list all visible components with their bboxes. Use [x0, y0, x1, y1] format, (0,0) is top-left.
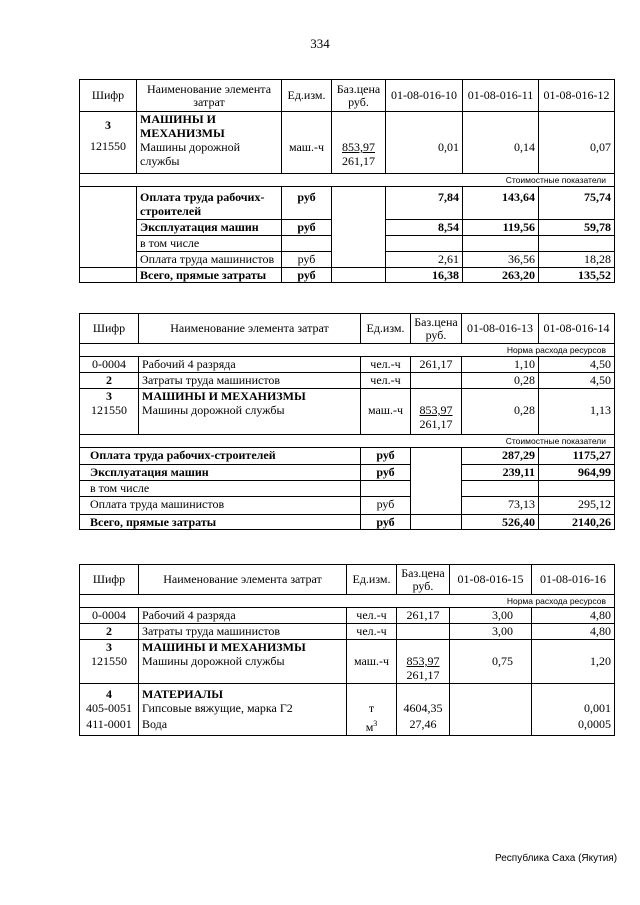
- cost-name: Эксплуатация машин: [80, 465, 361, 481]
- table-row: [80, 465, 615, 481]
- machine-cell-code: 3 121550: [80, 389, 139, 435]
- table-row: [80, 684, 615, 736]
- machine-cell-price: 853,97 261,17: [397, 640, 450, 684]
- cost-value: 7,84: [386, 187, 463, 220]
- row-name: Затраты труда машинистов: [139, 373, 361, 389]
- machine-cell-value: 0,01: [386, 112, 463, 174]
- table-row: [80, 187, 615, 220]
- cost-name: в том числе: [137, 236, 282, 252]
- table-row: [80, 640, 615, 684]
- cost-name: Всего, прямые затраты: [137, 268, 282, 283]
- col-header-code: Шифр: [80, 314, 139, 344]
- table-row: [80, 268, 615, 283]
- table-row: [80, 373, 615, 389]
- cost-name: Оплата труда рабочих-строителей: [80, 448, 361, 465]
- cost-name: Оплата труда машинистов: [137, 252, 282, 268]
- table-row: [80, 252, 615, 268]
- row-code: 0-0004: [80, 608, 139, 624]
- machine-cell-value: 1,13: [539, 389, 615, 435]
- machine-cell-value: 0,75: [450, 640, 532, 684]
- col-header-code-1: 01-08-016-13: [462, 314, 539, 344]
- col-header-base-price: Баз.цена руб.: [332, 80, 386, 112]
- row-price: [397, 624, 450, 640]
- resource-table-1: [79, 79, 615, 283]
- cost-name: Эксплуатация машин: [137, 220, 282, 236]
- cost-value: 143,64: [463, 187, 539, 220]
- row-price: 261,17: [411, 357, 462, 373]
- machine-cell-unit: маш.-ч: [347, 640, 397, 684]
- col-header-code: Шифр: [80, 80, 137, 112]
- cost-value: 287,29: [462, 448, 539, 465]
- col-header-base-price: Баз.цена руб.: [397, 565, 450, 595]
- machine-cell-unit: маш.-ч: [361, 389, 411, 435]
- row-name: Рабочий 4 разряда: [139, 608, 347, 624]
- table-row: [80, 220, 615, 236]
- cost-value: 135,52: [539, 268, 615, 283]
- cost-unit: руб: [282, 187, 332, 220]
- cost-value: 2140,26: [539, 515, 615, 530]
- cost-value: 73,13: [462, 497, 539, 515]
- table-row: [80, 624, 615, 640]
- cost-value: 36,56: [463, 252, 539, 268]
- row-value: 4,80: [532, 608, 615, 624]
- table-row: [80, 497, 615, 515]
- col-header-code-2: 01-08-016-14: [539, 314, 615, 344]
- machine-cell-price: 853,97 261,17: [411, 389, 462, 435]
- cost-unit: руб: [282, 252, 332, 268]
- table-row: [80, 481, 615, 497]
- table-row: [80, 448, 615, 465]
- cost-name: Оплата труда машинистов: [80, 497, 361, 515]
- col-header-code-2: 01-08-016-16: [532, 565, 615, 595]
- section-label-row: [80, 174, 615, 187]
- cost-name: Оплата труда рабочих- строителей: [137, 187, 282, 220]
- cost-unit: руб: [282, 220, 332, 236]
- resource-table-3: [79, 564, 615, 736]
- section-label-row: [80, 595, 615, 608]
- col-header-unit: Ед.изм.: [282, 80, 332, 112]
- row-value: 4,80: [532, 624, 615, 640]
- col-header-code-3: 01-08-016-12: [539, 80, 615, 112]
- row-unit: чел.-ч: [361, 373, 411, 389]
- col-header-code-2: 01-08-016-11: [463, 80, 539, 112]
- cost-value: 1175,27: [539, 448, 615, 465]
- materials-cell-value: 0,001 0,0005: [532, 684, 615, 736]
- cost-unit: руб: [361, 515, 411, 530]
- table-row: [80, 357, 615, 373]
- cost-value: 119,56: [463, 220, 539, 236]
- col-header-code-1: 01-08-016-10: [386, 80, 463, 112]
- table-row: [80, 236, 615, 252]
- col-header-code: Шифр: [80, 565, 139, 595]
- table-header-row: [80, 314, 615, 344]
- cost-unit: руб: [282, 268, 332, 283]
- machine-cell-name: МАШИНЫ И МЕХАНИЗМЫ Машины дорожной службы: [139, 640, 347, 684]
- table-row: [80, 389, 615, 435]
- row-value: 4,50: [539, 373, 615, 389]
- col-header-base-price: Баз.цена руб.: [411, 314, 462, 344]
- cost-unit: руб: [361, 448, 411, 465]
- row-name: Затраты труда машинистов: [139, 624, 347, 640]
- machine-cell-value: 0,07: [539, 112, 615, 174]
- section-label-row: [80, 344, 615, 357]
- cost-value: 2,61: [386, 252, 463, 268]
- cost-unit: руб: [361, 497, 411, 515]
- row-unit: чел.-ч: [347, 608, 397, 624]
- col-header-unit: Ед.изм.: [347, 565, 397, 595]
- cost-value: 16,38: [386, 268, 463, 283]
- cost-value: 8,54: [386, 220, 463, 236]
- machine-cell-unit: маш.-ч: [282, 112, 332, 174]
- cost-name: в том числе: [80, 481, 361, 497]
- row-name: Рабочий 4 разряда: [139, 357, 361, 373]
- row-code: 0-0004: [80, 357, 139, 373]
- machine-cell-value: 0,14: [463, 112, 539, 174]
- col-header-name: Наименование элемента затрат: [139, 314, 361, 344]
- row-price: [411, 373, 462, 389]
- table-header-row: [80, 565, 615, 595]
- col-header-code-1: 01-08-016-15: [450, 565, 532, 595]
- row-value: 3,00: [450, 624, 532, 640]
- row-code: 2: [80, 373, 139, 389]
- machine-cell-code: 3 121550: [80, 112, 137, 174]
- cost-indicators-label: Стоимостные показатели: [80, 174, 615, 187]
- row-value: 0,28: [462, 373, 539, 389]
- machine-cell-code: 3 121550: [80, 640, 139, 684]
- cost-value: 75,74: [539, 187, 615, 220]
- cost-value: 964,99: [539, 465, 615, 481]
- cost-value: 295,12: [539, 497, 615, 515]
- materials-cell-value: [450, 684, 532, 736]
- section-label-row: [80, 435, 615, 448]
- row-unit: чел.-ч: [361, 357, 411, 373]
- page-number: 334: [310, 36, 330, 51]
- table-row: [80, 112, 615, 174]
- machine-cell-price: 853,97 261,17: [332, 112, 386, 174]
- materials-cell-price: 4604,35 27,46: [397, 684, 450, 736]
- row-code: 2: [80, 624, 139, 640]
- machine-cell-name: МАШИНЫ И МЕХАНИЗМЫ Машины дорожной службы: [137, 112, 282, 174]
- cost-value: 526,40: [462, 515, 539, 530]
- materials-cell-name: МАТЕРИАЛЫ Гипсовые вяжущие, марка Г2 Вода: [139, 684, 347, 736]
- cost-value: 239,11: [462, 465, 539, 481]
- table-row: [80, 608, 615, 624]
- col-header-name: Наименование элемента затрат: [139, 565, 347, 595]
- row-price: 261,17: [397, 608, 450, 624]
- col-header-unit: Ед.изм.: [361, 314, 411, 344]
- row-unit: чел.-ч: [347, 624, 397, 640]
- resource-table-2: [79, 313, 615, 530]
- footer-region: Республика Саха (Якутия): [495, 853, 618, 864]
- row-value: 1,10: [462, 357, 539, 373]
- cost-indicators-label: Стоимостные показатели: [80, 435, 615, 448]
- cost-name: Всего, прямые затраты: [80, 515, 361, 530]
- cost-unit: руб: [361, 465, 411, 481]
- table-header-row: [80, 80, 615, 112]
- resource-norm-label: Норма расхода ресурсов: [80, 595, 615, 608]
- machine-cell-name: МАШИНЫ И МЕХАНИЗМЫ Машины дорожной службы: [139, 389, 361, 435]
- materials-cell-unit: т $м^3$: [347, 684, 397, 736]
- row-value: 4,50: [539, 357, 615, 373]
- materials-cell-code: 4 405-0051 411-0001: [80, 684, 139, 736]
- col-header-name: Наименование элемента затрат: [137, 80, 282, 112]
- machine-cell-value: 0,28: [462, 389, 539, 435]
- cost-value: 18,28: [539, 252, 615, 268]
- resource-norm-label: Норма расхода ресурсов: [80, 344, 615, 357]
- cost-value: 263,20: [463, 268, 539, 283]
- cost-value: 59,78: [539, 220, 615, 236]
- row-value: 3,00: [450, 608, 532, 624]
- table-row: [80, 515, 615, 530]
- machine-cell-value: 1,20: [532, 640, 615, 684]
